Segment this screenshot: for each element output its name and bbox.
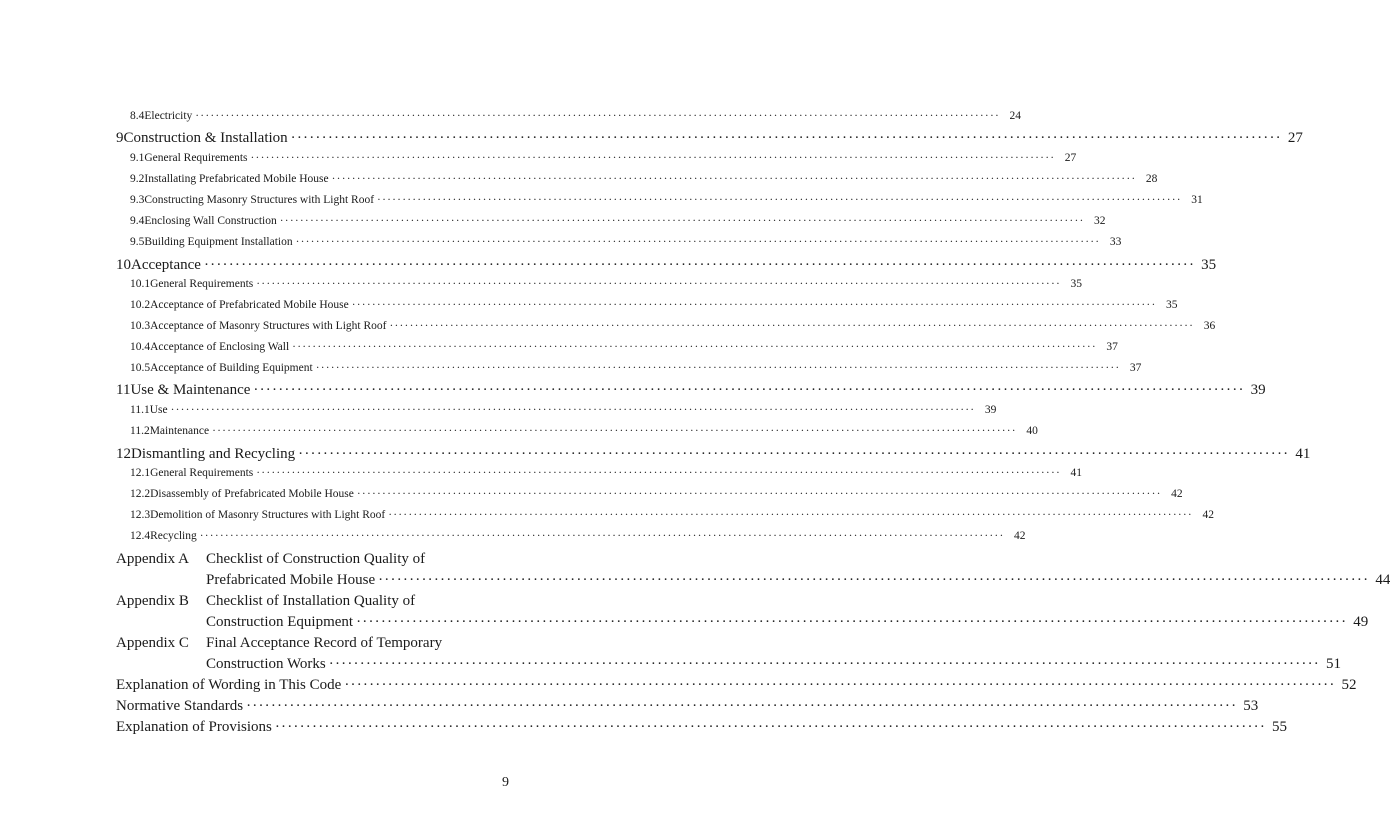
leader-dots: ································································································································································ — [298, 446, 1290, 462]
section-title: Installating Prefabricated Mobile House — [144, 173, 329, 185]
page-ref: 32 — [1094, 215, 1106, 227]
leader-dots: ································································································································································ — [212, 425, 1017, 437]
section-title: Acceptance of Prefabricated Mobile House — [150, 299, 349, 311]
leader-dots: ································································································································································ — [256, 278, 1061, 290]
leader-dots: ································································································································································ — [356, 614, 1348, 630]
leader-dots: ································································································································································ — [344, 677, 1336, 693]
page-ref: 27 — [1287, 130, 1303, 146]
appendix-title-line2: Construction Works — [206, 656, 326, 672]
section-number: 9.4 — [130, 215, 145, 227]
toc-entry[interactable] — [116, 446, 1311, 463]
appendix-title-line2: Prefabricated Mobile House — [206, 572, 376, 588]
section-title: Acceptance — [131, 257, 201, 273]
page-ref: 42 — [1202, 509, 1214, 521]
section-title: Constructing Masonry Structures with Light Roof — [144, 194, 375, 206]
leader-dots: ································································································································································ — [195, 110, 1001, 122]
section-number: 11 — [116, 382, 131, 398]
section-title: General Requirements — [144, 152, 248, 164]
page-ref: 41 — [1070, 467, 1082, 479]
leader-dots: ································································································································································ — [315, 362, 1121, 374]
page-ref: 53 — [1243, 698, 1259, 714]
toc-entry[interactable] — [206, 572, 1390, 589]
page-ref: 55 — [1272, 719, 1288, 735]
leader-dots: ································································································································································ — [250, 152, 1056, 164]
section-number: 12.1 — [130, 467, 151, 479]
leader-dots: ································································································································································ — [253, 382, 1245, 398]
page-ref: 51 — [1325, 656, 1341, 672]
toc-entry[interactable] — [116, 719, 1288, 736]
section-title: General Requirements — [150, 278, 254, 290]
toc-entry[interactable] — [116, 677, 1357, 694]
section-number: 9.2 — [130, 173, 145, 185]
toc-entry[interactable] — [130, 215, 1106, 227]
closing-title: Explanation of Wording in This Code — [116, 677, 342, 693]
leader-dots: ································································································································································ — [388, 509, 1193, 521]
appendix-heading[interactable] — [116, 593, 415, 610]
section-number: 9.1 — [130, 152, 145, 164]
page-ref: 28 — [1145, 173, 1158, 185]
toc-entry[interactable] — [206, 614, 1369, 631]
section-title: Electricity — [144, 110, 193, 122]
section-title: Building Equipment Installation — [144, 236, 293, 248]
section-number: 12 — [116, 446, 131, 462]
section-title: Acceptance of Building Equipment — [150, 362, 313, 374]
page-ref: 39 — [1250, 382, 1266, 398]
toc-entry[interactable] — [130, 341, 1118, 353]
page-ref: 35 — [1201, 257, 1217, 273]
section-number: 12.4 — [130, 530, 151, 542]
section-title: Maintenance — [149, 425, 210, 437]
leader-dots: ································································································································································ — [331, 173, 1137, 185]
page-ref: 52 — [1341, 677, 1357, 693]
page-ref: 41 — [1295, 446, 1311, 462]
section-title: General Requirements — [150, 467, 254, 479]
leader-dots: ································································································································································ — [295, 236, 1101, 248]
toc-entry[interactable] — [130, 110, 1022, 122]
page-ref: 35 — [1165, 299, 1178, 311]
section-number: 9.3 — [130, 194, 145, 206]
section-title: Recycling — [150, 530, 197, 542]
leader-dots: ································································································································································ — [351, 299, 1157, 311]
section-title: Acceptance of Enclosing Wall — [150, 341, 290, 353]
toc-entry[interactable] — [130, 194, 1203, 206]
leader-dots: ································································································································································ — [199, 530, 1005, 542]
page-ref: 42 — [1171, 488, 1183, 500]
toc-entry[interactable] — [130, 299, 1178, 311]
page-number: 9 — [502, 775, 509, 790]
toc-entry[interactable] — [130, 173, 1158, 185]
leader-dots: ································································································································································ — [389, 320, 1195, 332]
section-title: Use — [149, 404, 168, 416]
section-number: 10.3 — [130, 320, 151, 332]
leader-dots: ································································································································································ — [356, 488, 1162, 500]
toc-entry[interactable] — [130, 425, 1038, 437]
leader-dots: ································································································································································ — [246, 698, 1238, 714]
page-ref: 36 — [1203, 320, 1216, 332]
section-number: 10.4 — [130, 341, 151, 353]
leader-dots: ································································································································································ — [256, 467, 1061, 479]
leader-dots: ································································································································································ — [279, 215, 1085, 227]
appendix-heading[interactable] — [116, 635, 442, 652]
appendix-title-line1: Final Acceptance Record of Temporary — [206, 635, 443, 651]
closing-title: Explanation of Provisions — [116, 719, 272, 735]
section-title: Construction & Installation — [123, 130, 288, 146]
page-ref: 42 — [1013, 530, 1026, 542]
toc-entry[interactable] — [130, 236, 1122, 248]
toc-entry[interactable] — [130, 362, 1142, 374]
appendix-heading[interactable] — [116, 551, 425, 568]
leader-dots: ································································································································································ — [274, 719, 1267, 735]
leader-dots: ································································································································································ — [203, 257, 1196, 273]
toc-entry[interactable] — [130, 320, 1216, 332]
section-title: Acceptance of Masonry Structures with Light Roof — [150, 320, 387, 332]
section-number: 10.5 — [130, 362, 151, 374]
section-title: Disassembly of Prefabricated Mobile House — [150, 488, 354, 500]
section-number: 9 — [116, 130, 124, 146]
toc-entry[interactable] — [130, 509, 1214, 521]
page-ref: 44 — [1375, 572, 1390, 588]
section-number: 10.2 — [130, 299, 151, 311]
appendix-label: Appendix A — [116, 551, 189, 567]
leader-dots: ································································································································································ — [377, 194, 1182, 206]
page-ref: 39 — [984, 404, 997, 416]
toc-entry[interactable] — [116, 257, 1217, 274]
page-ref: 49 — [1353, 614, 1369, 630]
toc-entry[interactable] — [130, 404, 997, 416]
toc-entry[interactable] — [130, 278, 1082, 290]
section-number: 11.1 — [130, 404, 150, 416]
section-title: Demolition of Masonry Structures with Light Roof — [150, 509, 386, 521]
section-number: 10 — [116, 257, 131, 273]
section-title: Use & Maintenance — [130, 382, 251, 398]
appendix-label: Appendix C — [116, 635, 189, 651]
toc-entry[interactable] — [130, 530, 1026, 542]
leader-dots: ································································································································································ — [378, 572, 1370, 588]
section-number: 12.2 — [130, 488, 151, 500]
section-number: 11.2 — [130, 425, 150, 437]
section-title: Dismantling and Recycling — [131, 446, 296, 462]
page-ref: 37 — [1129, 362, 1142, 374]
section-number: 12.3 — [130, 509, 151, 521]
leader-dots: ································································································································································ — [170, 404, 976, 416]
page-ref: 24 — [1009, 110, 1022, 122]
appendix-title-line2: Construction Equipment — [206, 614, 354, 630]
toc-entry[interactable] — [130, 488, 1183, 500]
leader-dots: ································································································································································ — [328, 656, 1320, 672]
page-ref: 31 — [1191, 194, 1203, 206]
page-ref: 35 — [1070, 278, 1082, 290]
toc-entry[interactable] — [206, 656, 1341, 673]
appendix-label: Appendix B — [116, 593, 189, 609]
leader-dots: ································································································································································ — [290, 130, 1282, 146]
page-ref: 33 — [1109, 236, 1122, 248]
section-number: 10.1 — [130, 278, 151, 290]
toc-entry[interactable] — [116, 382, 1266, 399]
toc-entry[interactable] — [116, 130, 1303, 147]
section-title: Enclosing Wall Construction — [144, 215, 277, 227]
appendix-title-line1: Checklist of Construction Quality of — [206, 551, 426, 567]
page-ref: 27 — [1064, 152, 1077, 164]
leader-dots: ································································································································································ — [292, 341, 1097, 353]
appendix-title-line1: Checklist of Installation Quality of — [206, 593, 416, 609]
toc-entry[interactable] — [116, 698, 1259, 715]
page-ref: 37 — [1106, 341, 1118, 353]
section-number: 8.4 — [130, 110, 145, 122]
page-ref: 40 — [1026, 425, 1038, 437]
toc-entry[interactable] — [130, 467, 1082, 479]
toc-entry[interactable] — [130, 152, 1077, 164]
closing-title: Normative Standards — [116, 698, 244, 714]
section-number: 9.5 — [130, 236, 145, 248]
